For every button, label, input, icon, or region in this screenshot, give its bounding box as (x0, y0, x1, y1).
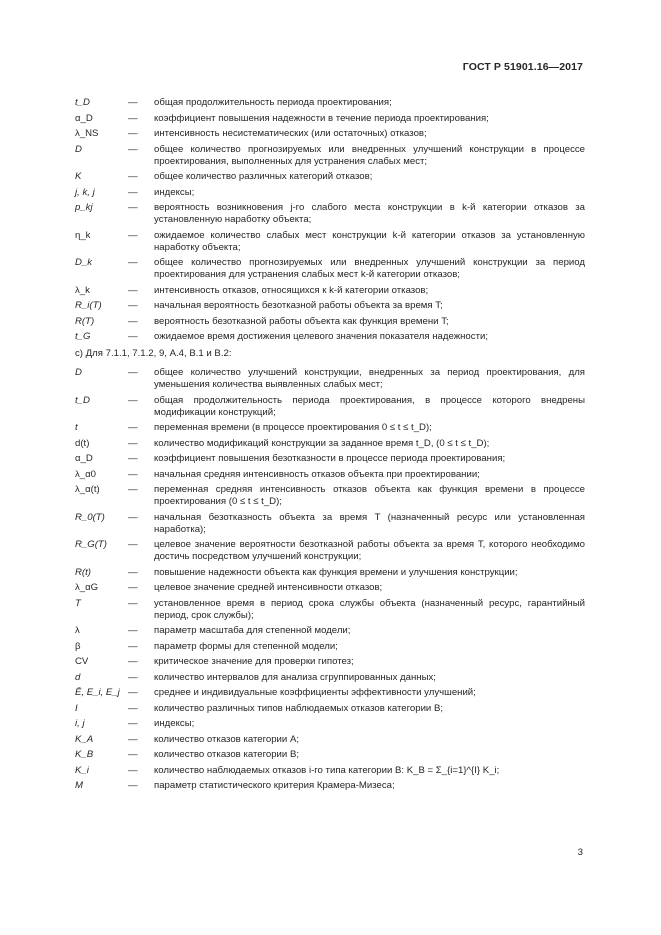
definition-row (75, 97, 585, 109)
definition-text: критическое значение для проверки гипотез; (154, 656, 354, 667)
definition-dash: — (128, 257, 138, 268)
definition-text: интенсивность несистематических (или остаточных) отказов; (154, 128, 427, 139)
definition-dash: — (128, 315, 138, 327)
definition-dash: — (128, 484, 138, 495)
document-header: ГОСТ Р 51901.16—2017 (462, 61, 583, 73)
definition-text: индексы; (154, 718, 195, 729)
definition-symbol: M (75, 780, 83, 791)
definition-row (75, 512, 585, 536)
definition-dash: — (128, 702, 138, 714)
definition-dash: — (128, 143, 138, 155)
definition-row (75, 331, 585, 343)
definition-symbol: λ_k (75, 284, 90, 296)
definition-text: индексы; (154, 186, 195, 198)
definition-symbol: D (75, 367, 82, 378)
definition-symbol: λ_αG (75, 582, 99, 593)
definition-dash: — (128, 566, 138, 578)
definition-dash: — (128, 656, 138, 667)
definition-row (75, 316, 585, 328)
definition-row (75, 453, 585, 465)
definition-row (75, 300, 585, 312)
definition-dash: — (128, 539, 138, 550)
definition-symbol: λ (75, 625, 80, 636)
definition-row (75, 749, 585, 761)
definition-row (75, 625, 585, 637)
definition-row (75, 656, 585, 668)
definition-text: количество отказов категории A; (154, 733, 300, 745)
definition-text: общая продолжительность периода проектирования, в процессе которого внедрены модификации конструкций; (154, 394, 585, 418)
section-heading: c) Для 7.1.1, 7.1.2, 9, А.4, В.1 и В.2: (75, 348, 232, 359)
definition-dash: — (128, 331, 138, 342)
definition-symbol: t_G (75, 331, 91, 342)
definition-dash: — (128, 171, 138, 182)
definition-symbol: D (75, 143, 82, 155)
definition-row (75, 598, 585, 622)
definition-text: количество интервалов для анализа сгруппированных данных; (154, 671, 436, 683)
definition-dash: — (128, 128, 138, 139)
definition-symbol: α_D (75, 112, 93, 124)
definition-symbol: D_k (75, 257, 93, 268)
definition-dash: — (128, 229, 138, 241)
definition-row (75, 734, 585, 746)
definition-text: интенсивность отказов, относящихся к k-й категории отказов; (154, 284, 429, 296)
definition-symbol: K_i (75, 764, 89, 776)
definition-text: параметр статистического критерия Крамера-Мизеса; (154, 780, 395, 791)
definition-dash: — (128, 780, 138, 791)
definition-row (75, 257, 585, 281)
definition-dash: — (128, 640, 138, 652)
definition-dash: — (128, 749, 138, 760)
definition-dash: — (128, 284, 138, 296)
definition-text: начальная средняя интенсивность отказов объекта при проектировании; (154, 468, 480, 480)
definition-dash: — (128, 511, 138, 523)
definition-symbol: K_B (75, 749, 94, 760)
definition-text: коэффициент повышения надежности в течение периода проектирования; (154, 112, 489, 124)
definition-text: начальная вероятность безотказной работы объекта за время T; (154, 300, 443, 311)
definition-dash: — (128, 733, 138, 745)
definition-text: установленное время в период срока службы объекта (назначенный ресурс, гарантийный период, срок службы); (154, 597, 585, 621)
definition-symbol: i, j (75, 718, 85, 729)
definition-text: параметр масштаба для степенной модели; (154, 625, 351, 636)
definition-row (75, 230, 585, 254)
definition-symbol: λ_NS (75, 128, 99, 139)
definition-text: переменная времени (в процессе проектирования 0 ≤ t ≤ t_D); (154, 422, 432, 433)
definitions-list (75, 97, 585, 796)
definition-symbol: λ_α0 (75, 468, 97, 480)
definition-row (75, 539, 585, 563)
definition-text: количество модификаций конструкции за заданное время t_D, (0 ≤ t ≤ t_D); (154, 437, 490, 449)
definition-row (75, 484, 585, 508)
definition-text: начальная безотказность объекта за время T (назначенный ресурс или установленная наработка); (154, 511, 585, 535)
definition-dash: — (128, 300, 138, 311)
definition-symbol: T (75, 597, 81, 609)
definition-dash: — (128, 367, 138, 378)
definition-dash: — (128, 597, 138, 609)
definition-text: общее количество прогнозируемых или внедренных улучшений конструкции за период проектирования для устранения слабых мест k-й категории отказов; (154, 257, 585, 280)
definition-symbol: d(t) (75, 437, 90, 449)
definition-row (75, 582, 585, 594)
definition-row (75, 202, 585, 226)
definition-text: ожидаемое количество слабых мест конструкции k-й категории отказов за установленную наработку объекта; (154, 229, 585, 253)
definition-symbol: R_G(T) (75, 539, 107, 550)
definition-text: вероятность возникновения j-го слабого места конструкции в k-й категории отказов за установленную наработку объекта; (154, 202, 585, 225)
definition-symbol: p_kj (75, 202, 93, 213)
definition-symbol: α_D (75, 453, 93, 464)
definition-symbol: CV (75, 656, 89, 667)
definition-symbol: λ_α(t) (75, 484, 100, 495)
definition-text: ожидаемое время достижения целевого значения показателя надежности; (154, 331, 488, 342)
definition-row (75, 113, 585, 125)
definition-symbol: R_0(T) (75, 511, 105, 523)
definition-dash: — (128, 687, 138, 698)
definitions-group-1 (75, 97, 585, 343)
definition-dash: — (128, 625, 138, 636)
definition-dash: — (128, 112, 138, 124)
page-number: 3 (577, 847, 583, 858)
definition-text: параметр формы для степенной модели; (154, 640, 338, 652)
definition-text: общее количество улучшений конструкции, внедренных за период проектирования, для уменьшения количества выявленных слабых мест; (154, 367, 585, 390)
definition-dash: — (128, 582, 138, 593)
definition-symbol: R(T) (75, 315, 95, 327)
definition-dash: — (128, 186, 138, 198)
definition-text: количество отказов категории B; (154, 749, 300, 760)
definition-symbol: η_k (75, 229, 91, 241)
definition-dash: — (128, 764, 138, 776)
definition-row (75, 438, 585, 450)
definition-row (75, 422, 585, 434)
definition-symbol: β (75, 640, 81, 652)
definition-row (75, 780, 585, 792)
definition-row (75, 718, 585, 730)
definition-symbol: j, k, j (75, 186, 95, 198)
definition-text: целевое значение средней интенсивности отказов; (154, 582, 383, 593)
definition-symbol: t_D (75, 97, 90, 108)
definition-text: общее количество различных категорий отказов; (154, 171, 373, 182)
definition-symbol: t_D (75, 394, 90, 406)
definition-row (75, 144, 585, 168)
definition-text: коэффициент повышения безотказности в процессе периода проектирования; (154, 453, 506, 464)
definition-dash: — (128, 97, 138, 108)
definition-dash: — (128, 202, 138, 213)
definition-text: общее количество прогнозируемых или внедренных улучшений конструкции в процессе проектирования, выполненных для устранения слабых мест; (154, 143, 585, 167)
definition-dash: — (128, 671, 138, 683)
definition-row (75, 171, 585, 183)
definition-row (75, 285, 585, 297)
definition-row (75, 567, 585, 579)
definition-symbol: Ē, E_i, E_j (75, 687, 120, 698)
definition-text: вероятность безотказной работы объекта как функция времени T; (154, 315, 449, 327)
definitions-group-2 (75, 367, 585, 792)
definition-text: количество наблюдаемых отказов i-го типа категории B: K_B = Σ_{i=1}^{I} K_i; (154, 764, 500, 776)
definition-dash: — (128, 394, 138, 406)
definition-text: повышение надежности объекта как функция времени и улучшения конструкции; (154, 566, 518, 578)
definition-symbol: d (75, 671, 81, 683)
definition-symbol: I (75, 702, 78, 714)
definition-symbol: t (75, 422, 78, 433)
definition-text: переменная средняя интенсивность отказов объекта как функция времени в процессе проектирования (0 ≤ t ≤ t_D); (154, 484, 585, 507)
definition-symbol: R_i(T) (75, 300, 102, 311)
definition-row (75, 367, 585, 391)
definition-row (75, 128, 585, 140)
definition-row (75, 395, 585, 419)
definition-row (75, 687, 585, 699)
definition-dash: — (128, 422, 138, 433)
definition-row (75, 765, 585, 777)
definition-symbol: R(t) (75, 566, 91, 578)
definition-text: количество различных типов наблюдаемых отказов категории B; (154, 702, 444, 714)
definition-dash: — (128, 718, 138, 729)
definition-row (75, 187, 585, 199)
definition-text: общая продолжительность периода проектирования; (154, 97, 392, 108)
definition-text: среднее и индивидуальные коэффициенты эффективности улучшений; (154, 687, 476, 698)
definition-dash: — (128, 468, 138, 480)
definition-dash: — (128, 453, 138, 464)
definition-row (75, 703, 585, 715)
definition-dash: — (128, 437, 138, 449)
definition-row (75, 672, 585, 684)
definition-symbol: K_A (75, 733, 94, 745)
definition-symbol: K (75, 171, 82, 182)
definition-row (75, 641, 585, 653)
definition-row (75, 469, 585, 481)
definition-text: целевое значение вероятности безотказной работы объекта за время T, которого необходимо достичь посредством улучшений конструкции; (154, 539, 585, 562)
